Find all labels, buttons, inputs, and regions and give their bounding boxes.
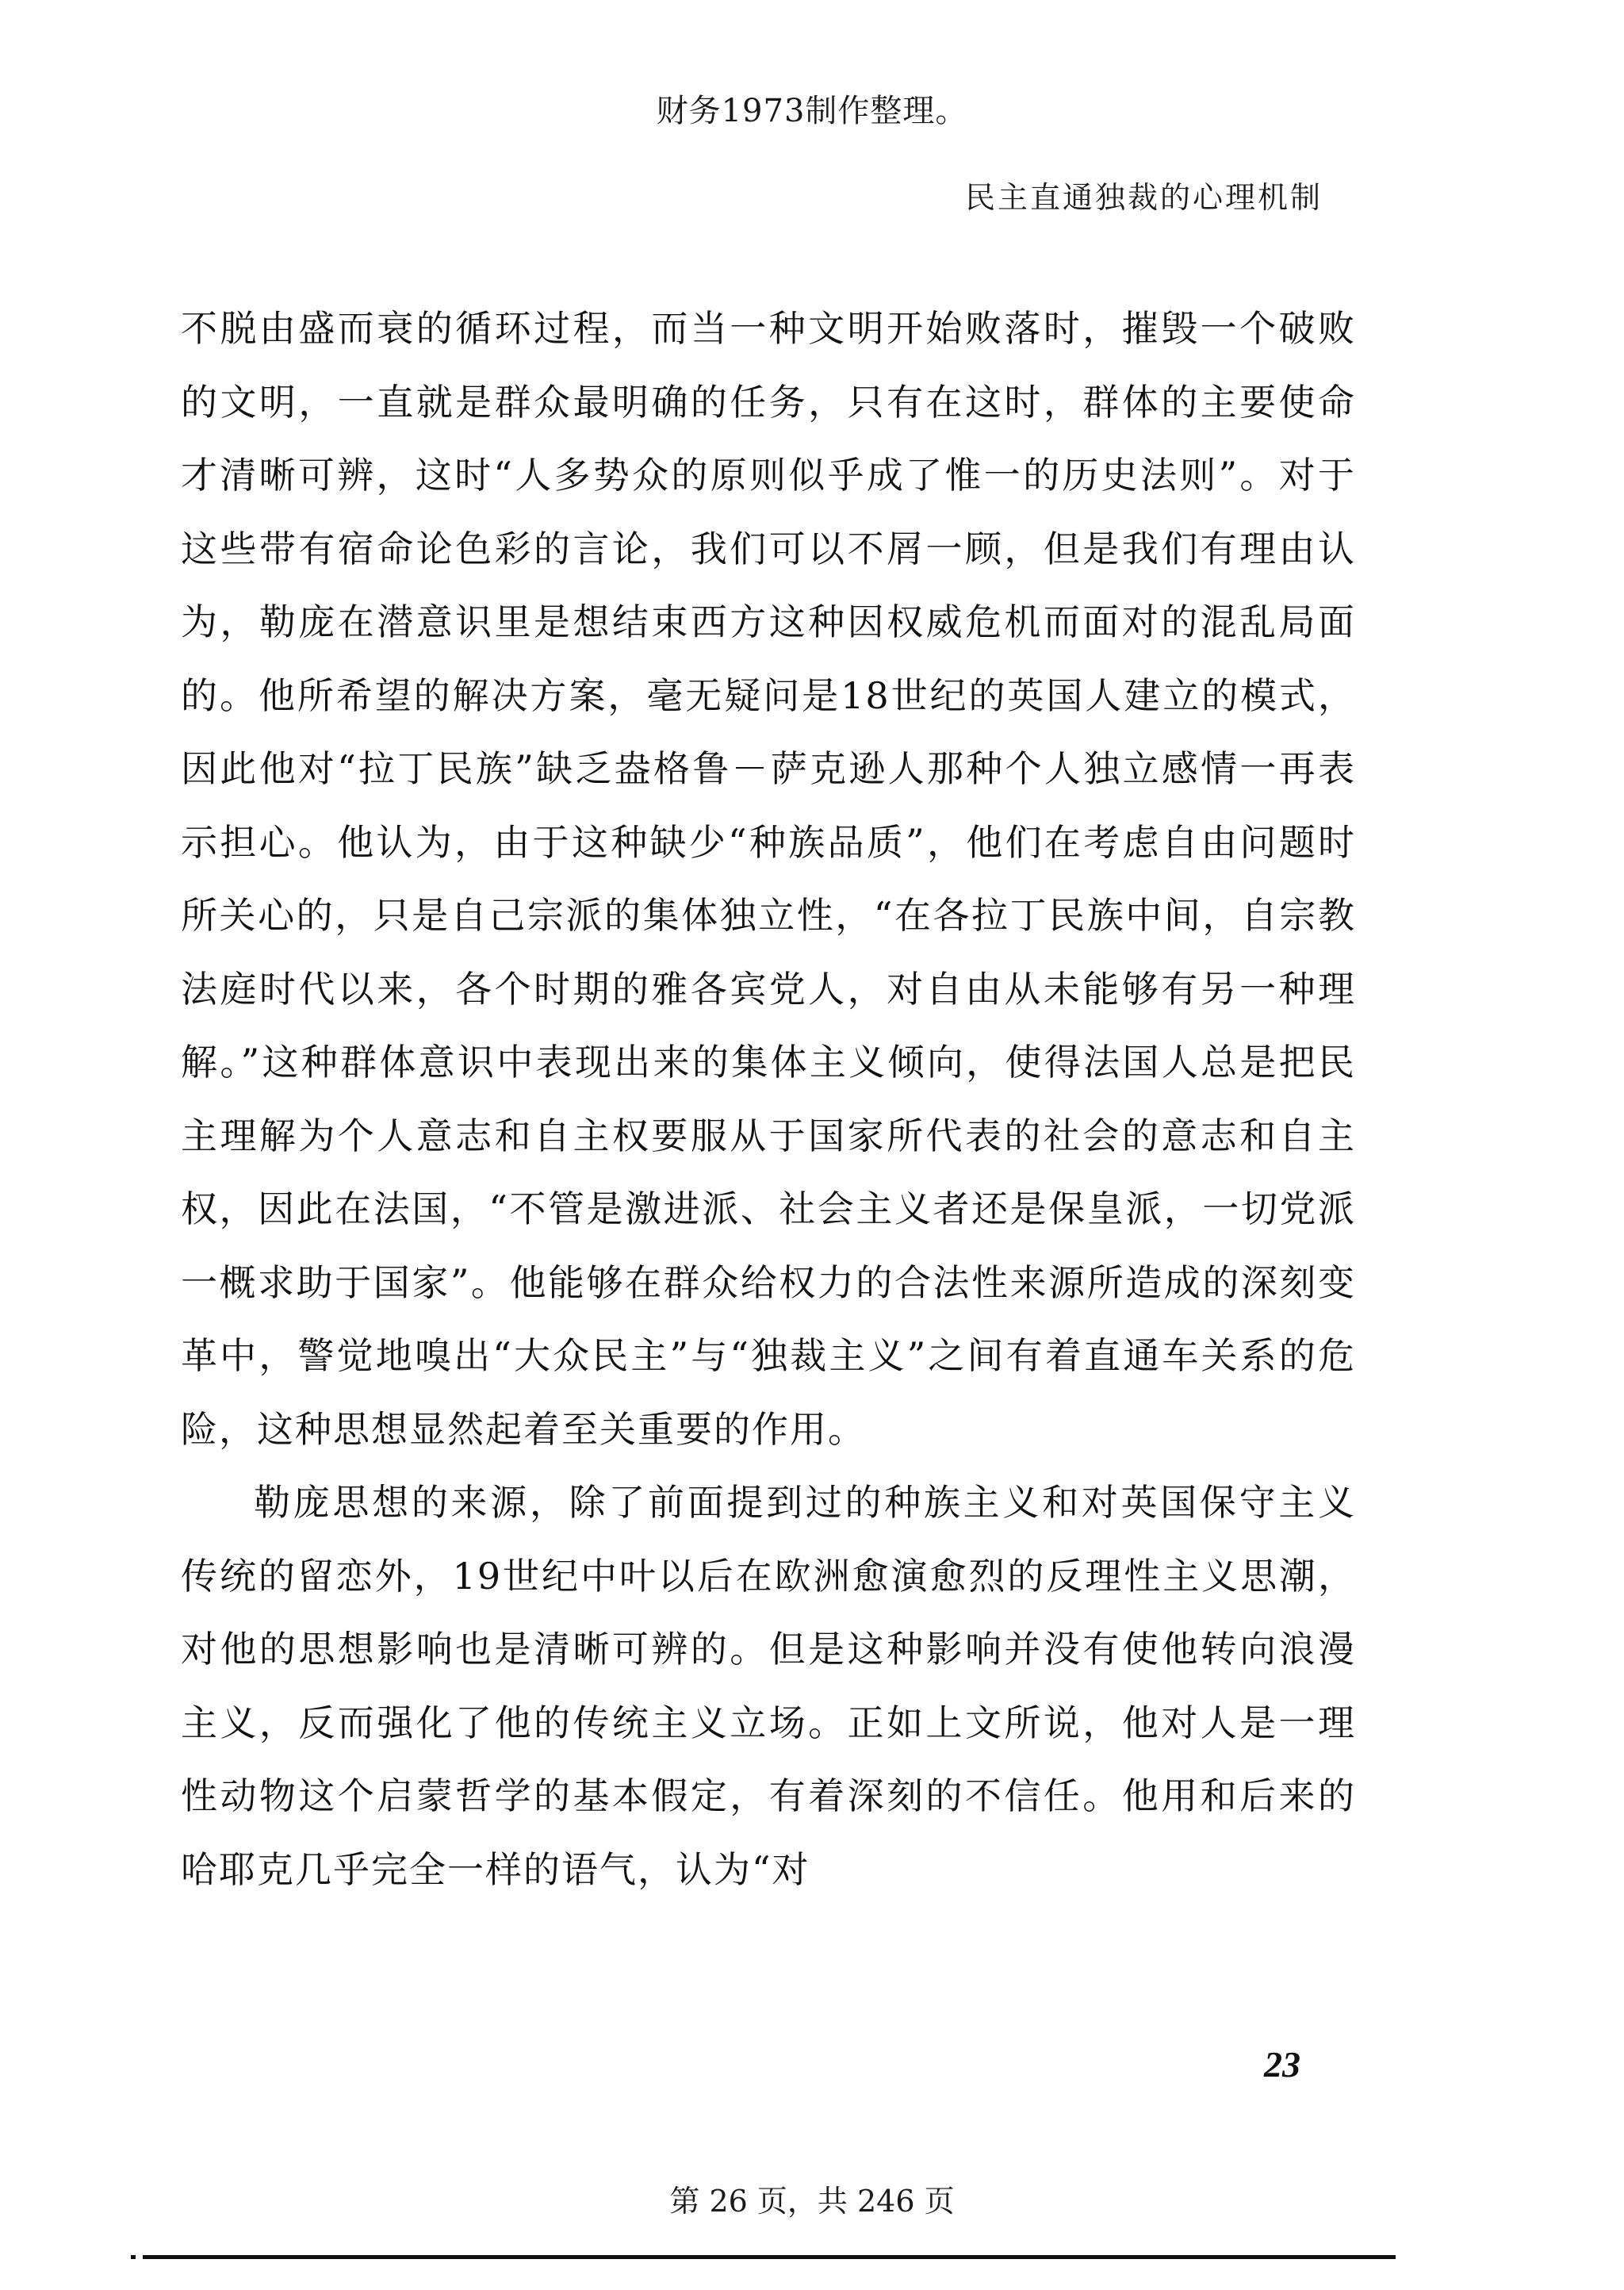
paragraph: 不脱由盛而衰的循环过程，而当一种文明开始败落时，摧毁一个破败的文明，一直就是群众最明确的任务，只有在这时，群体的主要使命才清晰可辨，这时“人多势众的原则似乎成了惟一的历史法则”。对于这些带有宿命论色彩的言论，我们可以不屑一顾，但是我们有理由认为，勒庞在潜意识里是想结束西方这种因权威危机而面对的混乱局面的。他所希望的解决方案，毫无疑问是18世纪的英国人建立的模式，因此他对“拉丁民族”缺乏盎格鲁－萨克逊人那种个人独立感情一再表示担心。他认为，由于这种缺少“种族品质”，他们在考虑自由问题时所关心的，只是自己宗派的集体独立性，“在各拉丁民族中间，自宗教法庭时代以来，各个时期的雅各宾党人，对自由从未能够有另一种理解。”这种群体意识中表现出来的集体主义倾向，使得法国人总是把民主理解为个人意志和自主权要服从于国家所代表的社会的意志和自主权，因此在法国，“不管是激进派、社会主义者还是保皇派，一切党派一概求助于国家”。他能够在群众给权力的合法性来源所造成的深刻变革中，警觉地嗅出“大众民主”与“独裁主义”之间有着直通车关系的危险，这种思想显然起着至关重要的作用。 <box>181 307 1356 1451</box>
paragraph: 勒庞思想的来源，除了前面提到过的种族主义和对英国保守主义传统的留恋外，19世纪中叶以后在欧洲愈演愈烈的反理性主义思潮，对他的思想影响也是清晰可辨的。但是这种影响并没有使他转向浪漫主义，反而强化了他的传统主义立场。正如上文所说，他对人是一理性动物这个启蒙哲学的基本假定，有着深刻的不信任。他用和后来的哈耶克几乎完全一样的语气，认为“对 <box>181 1481 1356 1891</box>
running-header: 民主直通独裁的心理机制 <box>964 180 1323 215</box>
page-footer: 第 26 页，共 246 页 <box>669 2184 955 2219</box>
page-number: 23 <box>1264 2044 1300 2085</box>
watermark-text: 财务1973制作整理。 <box>656 93 968 129</box>
bottom-rule <box>143 2255 1396 2259</box>
body-text <box>181 292 1356 1906</box>
